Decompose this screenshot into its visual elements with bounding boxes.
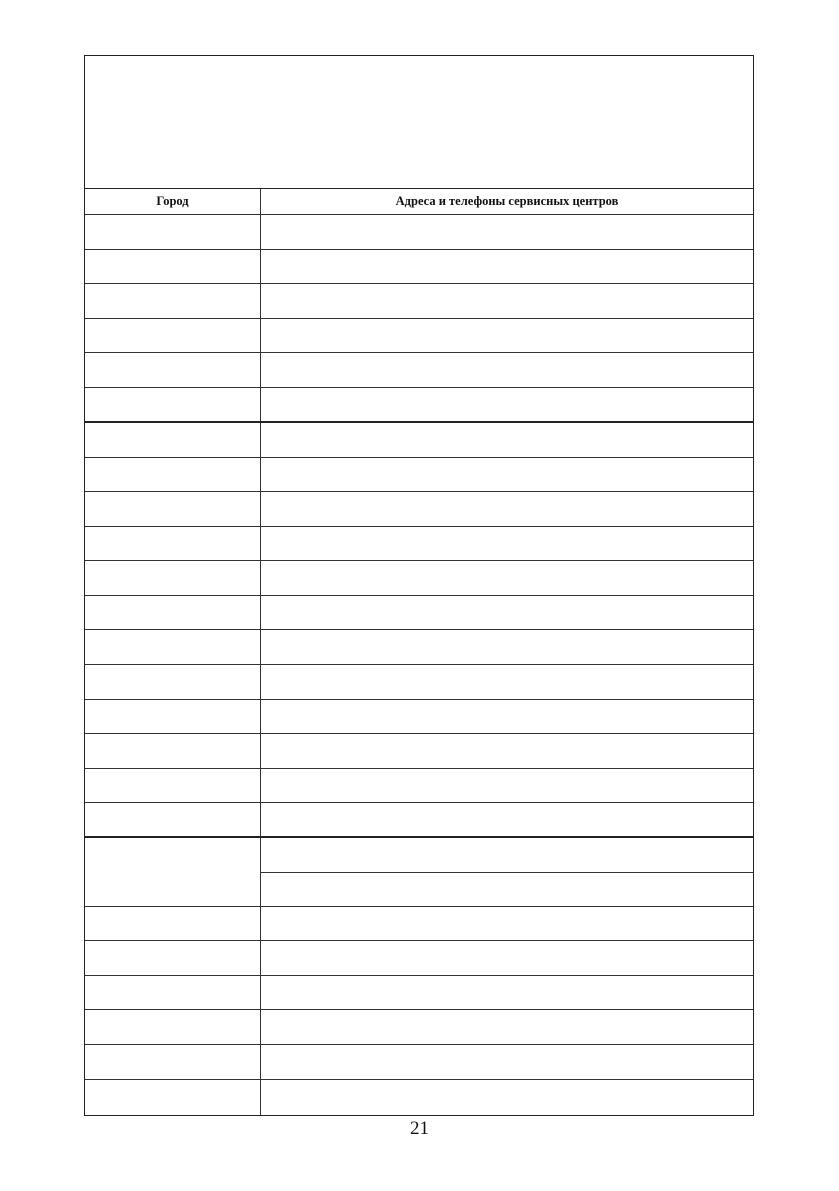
address-cell [261, 976, 753, 1009]
city-cell [85, 976, 261, 1009]
city-cell [85, 941, 261, 975]
address-cell [261, 319, 753, 352]
address-cell [261, 492, 753, 526]
address-cell [261, 561, 753, 595]
city-cell [85, 1010, 261, 1044]
address-cell [261, 250, 753, 283]
address-cell [261, 458, 753, 491]
address-cell [261, 941, 753, 975]
city-cell [85, 700, 261, 733]
address-cell [261, 734, 753, 768]
table-row [85, 250, 753, 284]
table-row [85, 1010, 753, 1045]
table-row [85, 665, 753, 700]
address-cell [261, 907, 753, 940]
table-row [85, 388, 753, 423]
table-row [85, 803, 753, 838]
table-row [85, 284, 753, 319]
address-cell [261, 353, 753, 387]
table-row [85, 561, 753, 596]
city-cell [85, 1045, 261, 1079]
table-row [85, 907, 753, 941]
city-cell [85, 838, 261, 906]
table-row [85, 319, 753, 353]
address-cell [261, 527, 753, 560]
address-cell [261, 665, 753, 699]
table-row [85, 941, 753, 976]
table-row [85, 769, 753, 803]
city-cell [85, 458, 261, 491]
city-cell [85, 596, 261, 629]
table-row [85, 976, 753, 1010]
city-cell [85, 215, 261, 249]
city-cell [85, 388, 261, 421]
address-cell [261, 215, 753, 249]
city-cell [85, 630, 261, 664]
city-cell [85, 1080, 261, 1115]
table-row [85, 353, 753, 388]
address-cell [261, 803, 753, 836]
city-cell [85, 284, 261, 318]
city-cell [85, 907, 261, 940]
table-row [85, 630, 753, 665]
city-cell [85, 665, 261, 699]
table-header-row [85, 189, 753, 215]
table-row [85, 423, 753, 458]
city-cell [85, 734, 261, 768]
city-cell [85, 250, 261, 283]
table-row [85, 1045, 753, 1080]
address-cell [261, 630, 753, 664]
service-centers-table [84, 55, 754, 1116]
city-cell [85, 353, 261, 387]
address-cell [261, 1045, 753, 1079]
address-cell [261, 1080, 753, 1115]
city-cell [85, 769, 261, 802]
table-row [85, 596, 753, 630]
address-cell [261, 769, 753, 802]
table-row-merged [85, 838, 753, 907]
table-row [85, 215, 753, 250]
city-cell [85, 423, 261, 457]
address-cell [261, 596, 753, 629]
city-cell [85, 527, 261, 560]
sub-row-divider [261, 872, 753, 873]
city-cell [85, 803, 261, 836]
address-cell [261, 700, 753, 733]
city-cell [85, 561, 261, 595]
header-city: Город [85, 189, 261, 214]
address-cell [261, 1010, 753, 1044]
city-cell [85, 319, 261, 352]
address-cell [261, 423, 753, 457]
address-cell [261, 388, 753, 421]
table-row [85, 527, 753, 561]
page-number: 21 [410, 1118, 429, 1139]
address-cell [261, 284, 753, 318]
table-row [85, 492, 753, 527]
table-row [85, 1080, 753, 1115]
header-addresses: Адреса и телефоны сервисных центров [395, 194, 619, 208]
blank-header-area [85, 56, 753, 189]
table-row [85, 700, 753, 734]
city-cell [85, 492, 261, 526]
table-row [85, 734, 753, 769]
table-row [85, 458, 753, 492]
